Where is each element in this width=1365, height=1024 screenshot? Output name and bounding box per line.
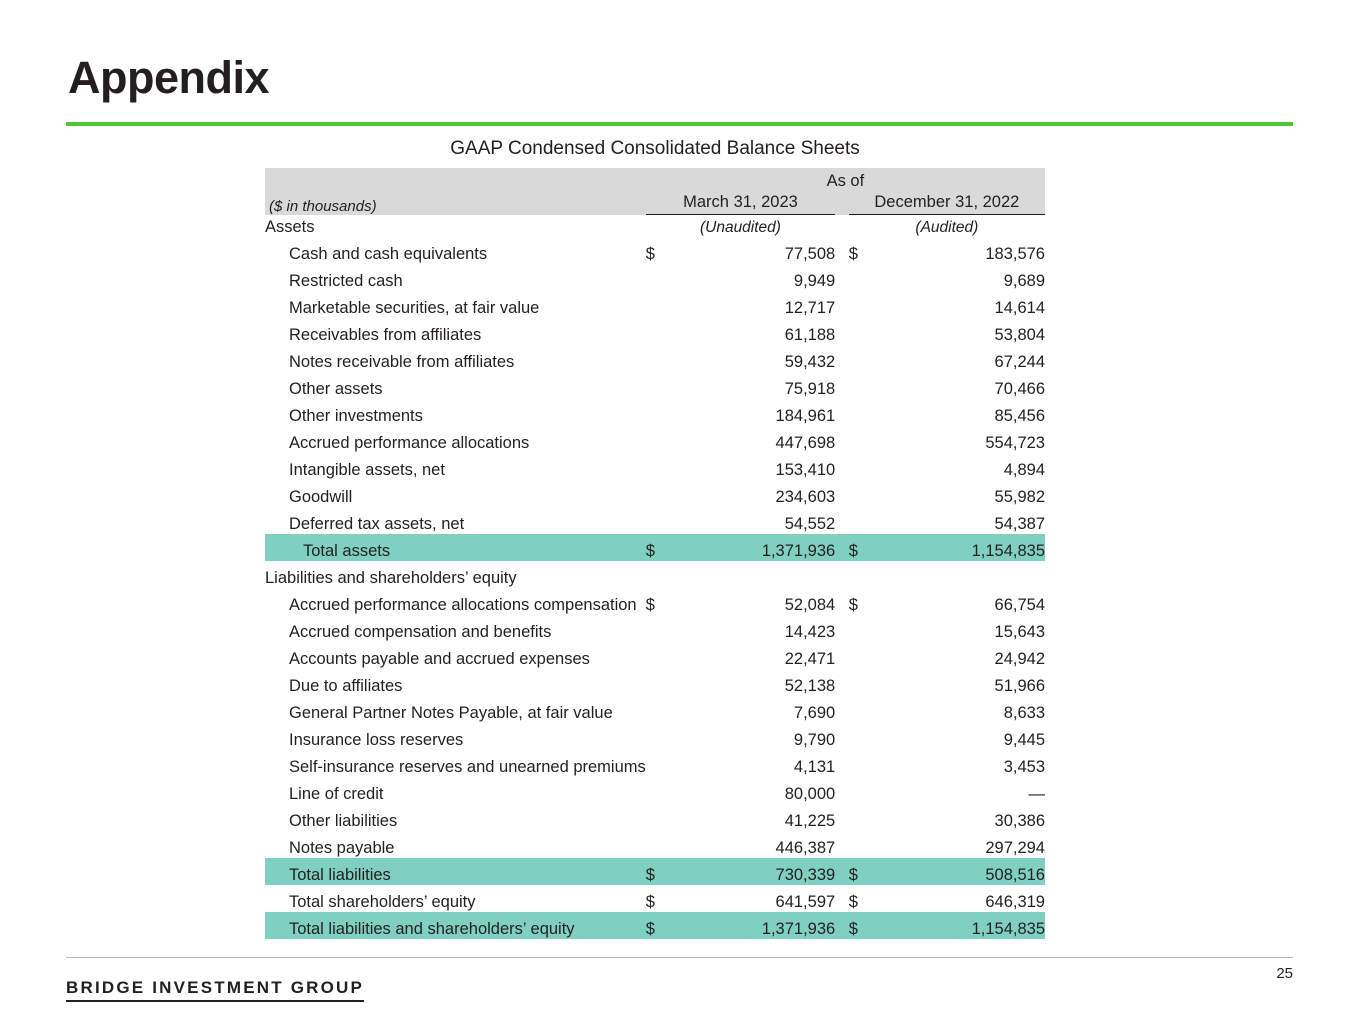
row-currency-2 bbox=[849, 696, 875, 723]
table-row bbox=[265, 318, 1045, 345]
section-heading-assets: Assets bbox=[265, 218, 315, 236]
table-row bbox=[265, 345, 1045, 372]
row-label: Line of credit bbox=[289, 785, 384, 803]
row-currency-2 bbox=[849, 291, 875, 318]
row-label: Notes payable bbox=[289, 839, 395, 857]
row-currency-1 bbox=[646, 723, 672, 750]
row-currency-1 bbox=[646, 291, 672, 318]
row-label: Due to affiliates bbox=[289, 677, 403, 695]
row-currency-1 bbox=[646, 264, 672, 291]
row-gap bbox=[835, 723, 849, 750]
row-gap bbox=[835, 642, 849, 669]
row-value-1: 184,961 bbox=[775, 407, 836, 425]
row-currency-2: $ bbox=[848, 245, 858, 263]
row-value-2: 1,154,835 bbox=[874, 534, 1045, 561]
table-header-columns-row bbox=[265, 193, 1045, 215]
row-currency-2 bbox=[849, 723, 875, 750]
row-label: Accrued performance allocations bbox=[289, 434, 530, 452]
page-number: 25 bbox=[1276, 965, 1293, 982]
row-currency-2 bbox=[849, 642, 875, 669]
row-gap bbox=[835, 777, 849, 804]
row-value-2: 14,614 bbox=[994, 299, 1045, 317]
row-value-2: 85,456 bbox=[994, 407, 1045, 425]
row-value-2: 30,386 bbox=[994, 812, 1045, 830]
table-row bbox=[265, 507, 1045, 534]
row-value-2: 4,894 bbox=[1003, 461, 1045, 479]
row-value-1: 61,188 bbox=[784, 326, 836, 344]
row-value-2: 24,942 bbox=[994, 650, 1045, 668]
row-label: Total assets bbox=[265, 534, 646, 561]
row-currency-2 bbox=[849, 750, 875, 777]
section-heading-liabilities-row bbox=[265, 561, 1045, 588]
row-value-1: 641,597 bbox=[775, 893, 836, 911]
row-value-1: 14,423 bbox=[784, 623, 836, 641]
row-value-2: 9,445 bbox=[1003, 731, 1045, 749]
row-label: Accrued compensation and benefits bbox=[289, 623, 552, 641]
row-currency-2 bbox=[849, 264, 875, 291]
row-currency-2 bbox=[849, 453, 875, 480]
table-row bbox=[265, 723, 1045, 750]
row-value-1: 1,371,936 bbox=[671, 912, 835, 939]
row-value-1: 59,432 bbox=[784, 353, 836, 371]
row-value-2: 646,319 bbox=[985, 893, 1045, 911]
row-gap bbox=[874, 561, 1045, 588]
row-gap bbox=[835, 696, 849, 723]
row-value-2: 51,966 bbox=[994, 677, 1045, 695]
table-row bbox=[265, 831, 1045, 858]
row-value-1: 730,339 bbox=[671, 858, 835, 885]
row-gap bbox=[849, 561, 875, 588]
footer-divider bbox=[66, 957, 1293, 958]
row-gap bbox=[646, 561, 672, 588]
row-currency-2: $ bbox=[849, 912, 875, 939]
table-row bbox=[265, 480, 1045, 507]
total-shareholders-equity-row bbox=[265, 885, 1045, 912]
table-row bbox=[265, 615, 1045, 642]
row-value-1: 77,508 bbox=[784, 245, 836, 263]
row-value-2: 67,244 bbox=[994, 353, 1045, 371]
row-label: General Partner Notes Payable, at fair value bbox=[289, 704, 613, 722]
table-row bbox=[265, 750, 1045, 777]
row-label: Other liabilities bbox=[289, 812, 398, 830]
row-currency-1 bbox=[646, 696, 672, 723]
row-currency-2: $ bbox=[848, 893, 858, 911]
row-currency-1 bbox=[646, 642, 672, 669]
row-label: Receivables from affiliates bbox=[289, 326, 482, 344]
page-title: Appendix bbox=[68, 52, 270, 103]
table-row bbox=[265, 777, 1045, 804]
row-gap bbox=[835, 372, 849, 399]
row-currency-2 bbox=[849, 426, 875, 453]
row-value-1: 22,471 bbox=[784, 650, 836, 668]
row-currency-1 bbox=[646, 345, 672, 372]
row-value-2: 66,754 bbox=[994, 596, 1045, 614]
row-value-2: 554,723 bbox=[985, 434, 1045, 452]
table-row bbox=[265, 588, 1045, 615]
row-value-1: 52,084 bbox=[784, 596, 836, 614]
table-title: GAAP Condensed Consolidated Balance Sheets bbox=[450, 138, 860, 159]
as-of-label: As of bbox=[646, 168, 1045, 193]
row-currency-2: $ bbox=[849, 534, 875, 561]
row-label: Goodwill bbox=[289, 488, 353, 506]
row-currency-1: $ bbox=[645, 893, 655, 911]
row-value-1: 9,949 bbox=[793, 272, 836, 290]
table-row bbox=[265, 804, 1045, 831]
table-row bbox=[265, 237, 1045, 264]
row-value-2: — bbox=[1028, 785, 1045, 803]
row-value-1: 41,225 bbox=[784, 812, 836, 830]
header-gap bbox=[835, 193, 849, 215]
row-gap bbox=[835, 237, 849, 264]
row-value-2: 9,689 bbox=[1003, 272, 1045, 290]
row-value-2: 54,387 bbox=[994, 515, 1045, 533]
row-currency-2: $ bbox=[848, 596, 858, 614]
table-header-asof-row bbox=[265, 168, 1045, 193]
row-value-2: 15,643 bbox=[994, 623, 1045, 641]
section-heading-liabilities: Liabilities and shareholders’ equity bbox=[265, 569, 517, 587]
total-liabilities-and-equity-row bbox=[265, 912, 1045, 939]
row-value-1: 80,000 bbox=[784, 785, 836, 803]
title-underline bbox=[66, 122, 1293, 126]
brand-logo: BRIDGE INVESTMENT GROUP bbox=[66, 978, 364, 1002]
row-value-1: 75,918 bbox=[784, 380, 836, 398]
table-row bbox=[265, 291, 1045, 318]
row-currency-1 bbox=[646, 750, 672, 777]
row-value-2: 8,633 bbox=[1003, 704, 1045, 722]
row-value-1: 9,790 bbox=[793, 731, 836, 749]
row-currency-1: $ bbox=[646, 858, 672, 885]
row-currency-2 bbox=[849, 615, 875, 642]
row-currency-2 bbox=[849, 669, 875, 696]
row-gap bbox=[835, 912, 849, 939]
row-gap bbox=[835, 507, 849, 534]
row-gap bbox=[835, 804, 849, 831]
row-gap bbox=[835, 399, 849, 426]
row-value-1: 52,138 bbox=[784, 677, 836, 695]
row-label: Cash and cash equivalents bbox=[289, 245, 488, 263]
row-gap bbox=[835, 480, 849, 507]
row-gap bbox=[671, 561, 835, 588]
header-spacer bbox=[265, 168, 646, 193]
row-currency-1: $ bbox=[646, 534, 672, 561]
table-subhead-row bbox=[265, 215, 1045, 238]
row-value-1: 4,131 bbox=[793, 758, 836, 776]
row-currency-1 bbox=[646, 615, 672, 642]
row-currency-2 bbox=[849, 777, 875, 804]
row-value-2: 183,576 bbox=[985, 245, 1045, 263]
row-currency-2 bbox=[849, 318, 875, 345]
row-value-2: 70,466 bbox=[994, 380, 1045, 398]
row-currency-1: $ bbox=[645, 245, 655, 263]
units-label: ($ in thousands) bbox=[265, 193, 646, 215]
table-row bbox=[265, 642, 1045, 669]
row-currency-2 bbox=[849, 804, 875, 831]
row-currency-2 bbox=[849, 399, 875, 426]
row-value-2: 53,804 bbox=[994, 326, 1045, 344]
row-gap bbox=[835, 345, 849, 372]
total-assets-row bbox=[265, 534, 1045, 561]
row-currency-2 bbox=[849, 480, 875, 507]
row-value-2: 3,453 bbox=[1003, 758, 1045, 776]
table-row bbox=[265, 453, 1045, 480]
column-subhead-2: (Audited) bbox=[915, 219, 979, 236]
row-label: Insurance loss reserves bbox=[289, 731, 464, 749]
row-gap bbox=[835, 885, 849, 912]
row-label: Marketable securities, at fair value bbox=[289, 299, 540, 317]
table-row bbox=[265, 264, 1045, 291]
row-label: Accrued performance allocations compensation bbox=[289, 596, 637, 614]
row-gap bbox=[835, 426, 849, 453]
row-currency-1 bbox=[646, 453, 672, 480]
row-gap bbox=[835, 534, 849, 561]
row-currency-1: $ bbox=[646, 912, 672, 939]
column-subhead-1: (Unaudited) bbox=[699, 219, 781, 236]
row-label: Other assets bbox=[289, 380, 383, 398]
subhead-gap bbox=[835, 215, 849, 238]
row-currency-2 bbox=[849, 507, 875, 534]
row-gap bbox=[835, 318, 849, 345]
row-value-2: 297,294 bbox=[985, 839, 1045, 857]
row-value-1: 446,387 bbox=[775, 839, 836, 857]
row-value-1: 447,698 bbox=[775, 434, 836, 452]
row-label: Deferred tax assets, net bbox=[289, 515, 465, 533]
row-value-1: 7,690 bbox=[793, 704, 836, 722]
row-gap bbox=[835, 291, 849, 318]
table-row bbox=[265, 669, 1045, 696]
row-currency-1 bbox=[646, 669, 672, 696]
row-value-1: 1,371,936 bbox=[671, 534, 835, 561]
row-label: Other investments bbox=[289, 407, 423, 425]
row-currency-1 bbox=[646, 480, 672, 507]
row-label: Intangible assets, net bbox=[289, 461, 445, 479]
row-label: Total shareholders’ equity bbox=[289, 893, 476, 911]
row-gap bbox=[835, 858, 849, 885]
total-liabilities-row bbox=[265, 858, 1045, 885]
row-value-2: 1,154,835 bbox=[874, 912, 1045, 939]
row-currency-1 bbox=[646, 804, 672, 831]
row-label: Total liabilities bbox=[265, 858, 646, 885]
row-label: Accounts payable and accrued expenses bbox=[289, 650, 590, 668]
table-row bbox=[265, 426, 1045, 453]
row-currency-2 bbox=[849, 372, 875, 399]
row-currency-1 bbox=[646, 777, 672, 804]
row-currency-1 bbox=[646, 372, 672, 399]
row-gap bbox=[835, 453, 849, 480]
row-gap bbox=[835, 831, 849, 858]
row-currency-1 bbox=[646, 831, 672, 858]
row-value-1: 153,410 bbox=[775, 461, 836, 479]
row-value-1: 12,717 bbox=[784, 299, 836, 317]
row-gap bbox=[835, 561, 849, 588]
row-currency-2 bbox=[849, 831, 875, 858]
row-currency-1 bbox=[646, 426, 672, 453]
table-row bbox=[265, 696, 1045, 723]
row-currency-1 bbox=[646, 318, 672, 345]
table-row bbox=[265, 372, 1045, 399]
table-row bbox=[265, 399, 1045, 426]
row-currency-1 bbox=[646, 507, 672, 534]
row-value-2: 508,516 bbox=[874, 858, 1045, 885]
row-currency-1: $ bbox=[645, 596, 655, 614]
row-gap bbox=[835, 669, 849, 696]
row-label: Total liabilities and shareholders’ equity bbox=[265, 912, 646, 939]
row-gap bbox=[835, 615, 849, 642]
row-gap bbox=[835, 264, 849, 291]
row-value-1: 54,552 bbox=[784, 515, 836, 533]
balance-sheet-table bbox=[265, 168, 1045, 939]
row-gap bbox=[835, 588, 849, 615]
row-value-1: 234,603 bbox=[775, 488, 836, 506]
row-currency-2: $ bbox=[849, 858, 875, 885]
row-currency-2 bbox=[849, 345, 875, 372]
row-label: Restricted cash bbox=[289, 272, 403, 290]
row-label: Notes receivable from affiliates bbox=[289, 353, 515, 371]
row-currency-1 bbox=[646, 399, 672, 426]
column-header-1: March 31, 2023 bbox=[646, 193, 835, 215]
row-gap bbox=[835, 750, 849, 777]
row-value-2: 55,982 bbox=[994, 488, 1045, 506]
row-label: Self-insurance reserves and unearned premiums bbox=[289, 758, 646, 776]
column-header-2: December 31, 2022 bbox=[849, 193, 1045, 215]
balance-sheet-block bbox=[265, 138, 1045, 939]
